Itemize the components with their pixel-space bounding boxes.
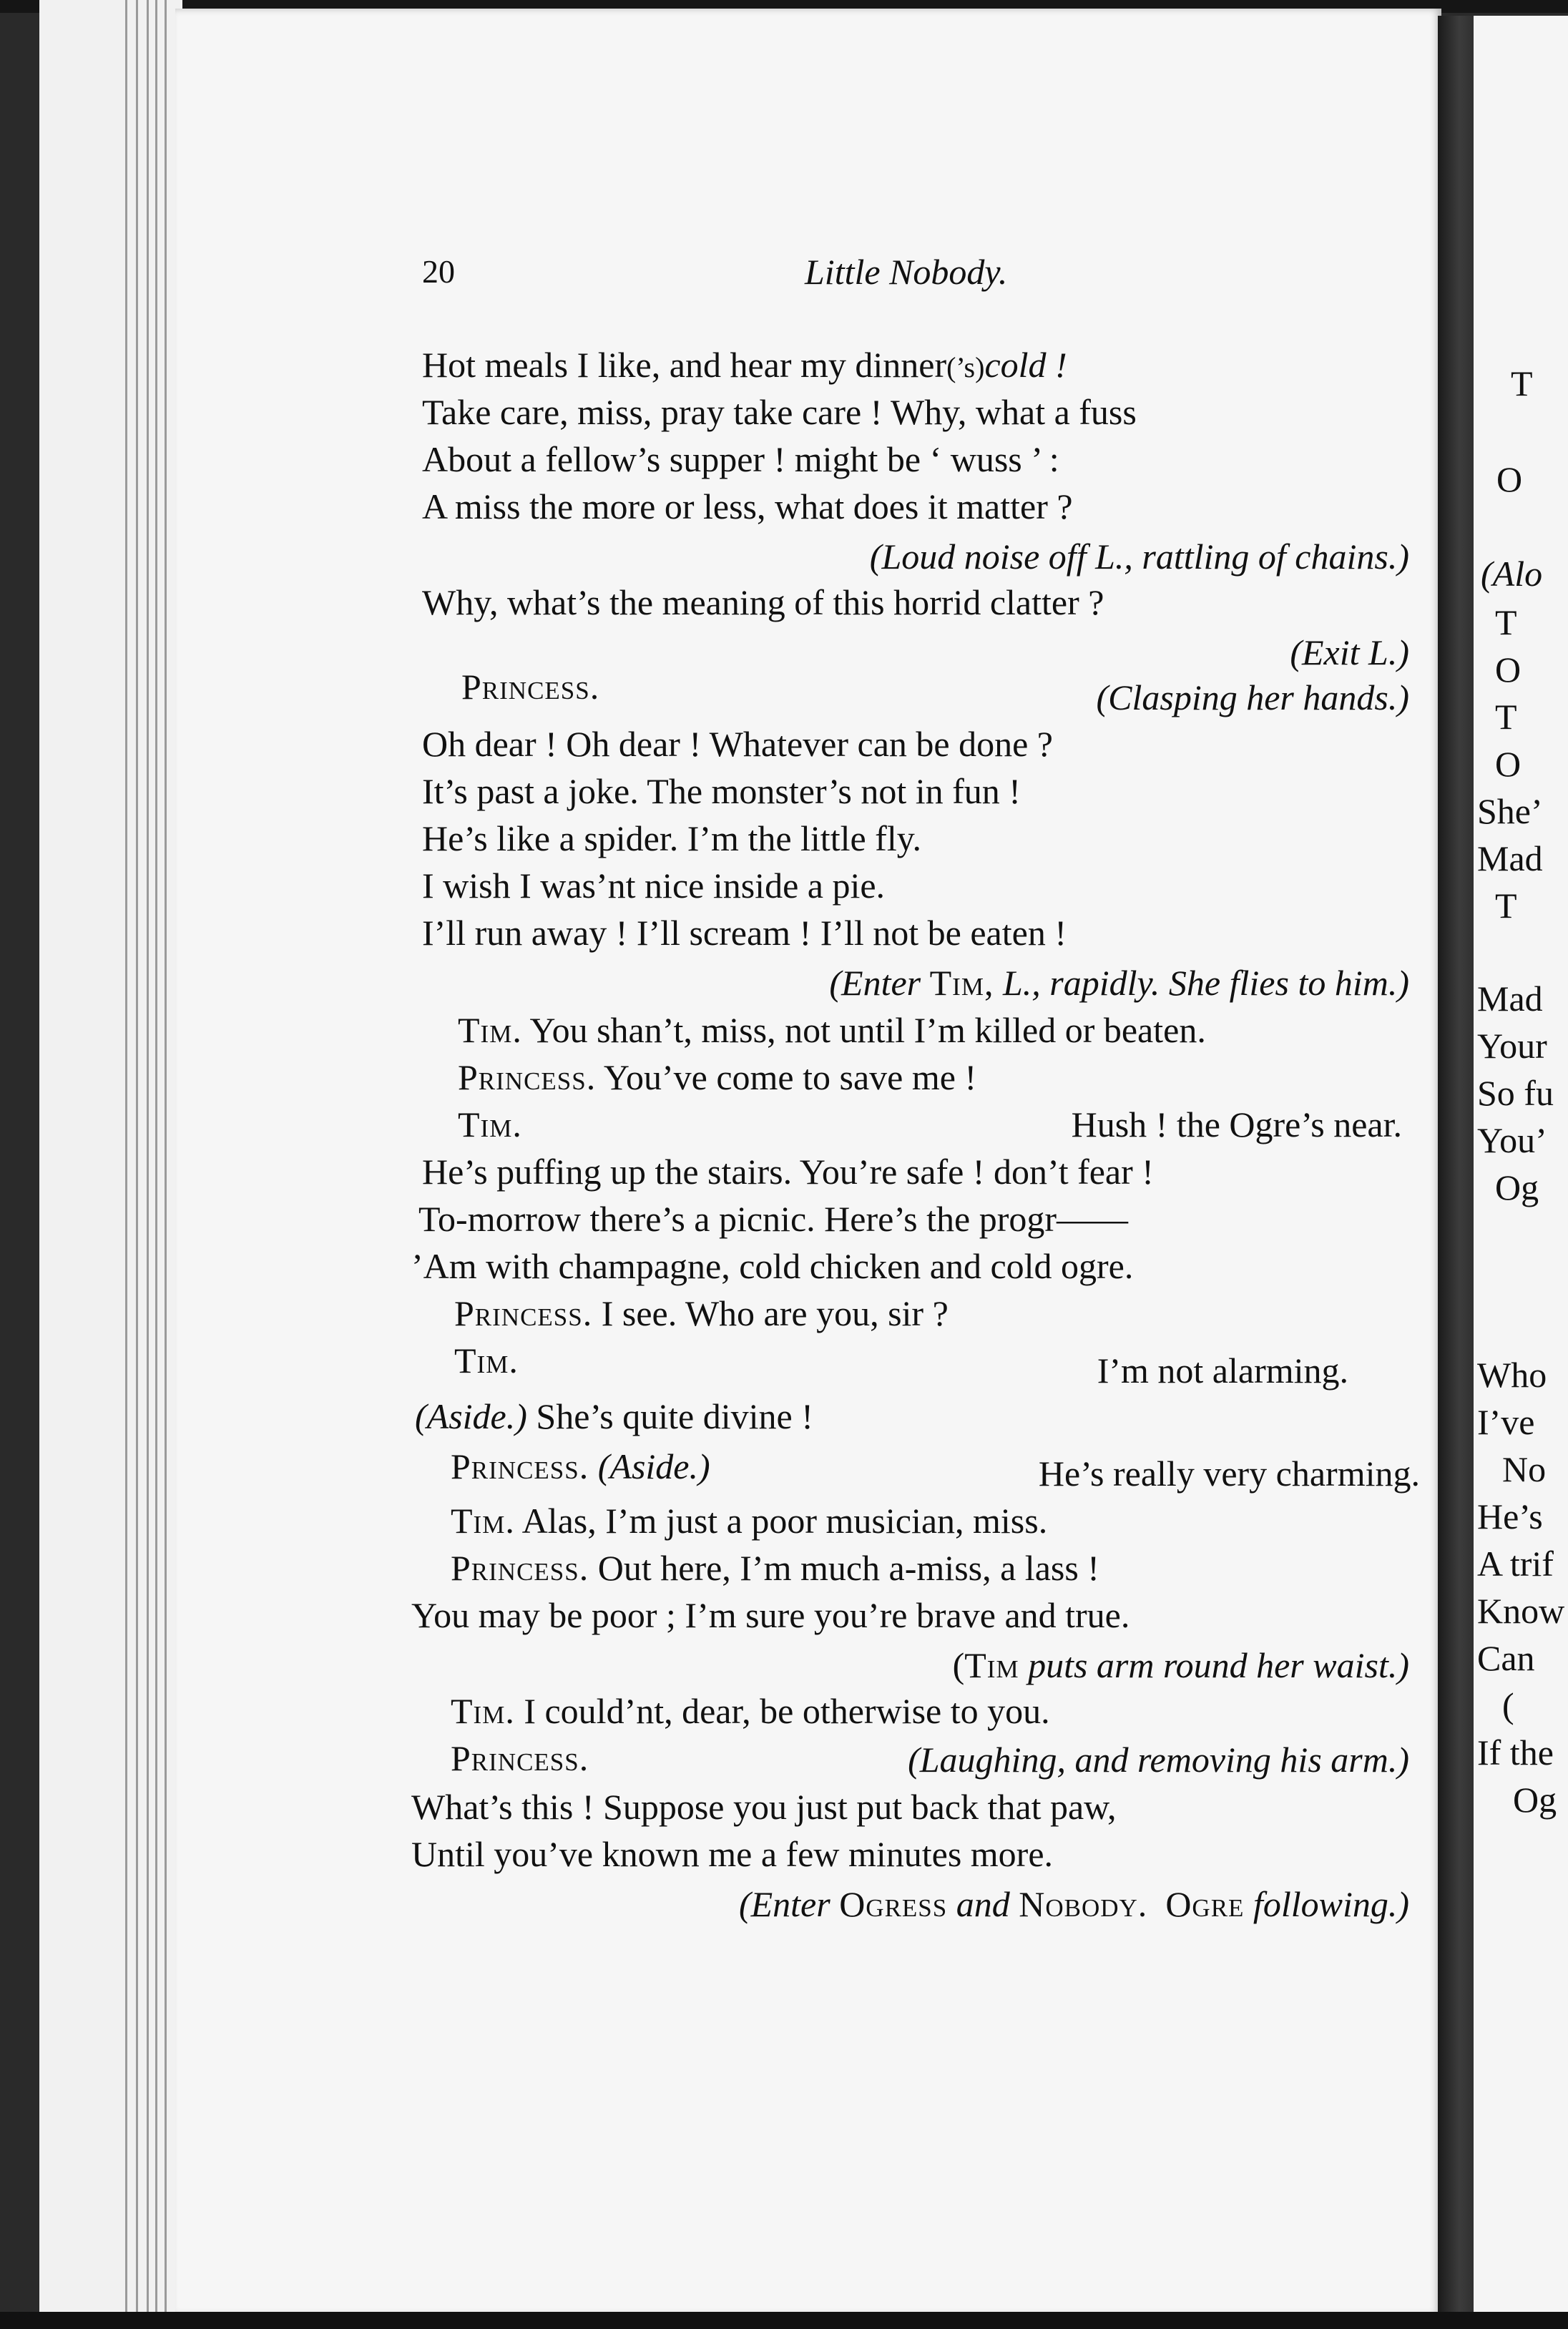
facing-line: Can [1477, 1638, 1535, 1678]
page-number: 20 [422, 253, 455, 290]
direction-text: puts arm round her waist.) [1028, 1645, 1409, 1685]
speaker-name: Tim. [458, 1104, 522, 1144]
page-edge-line [125, 0, 127, 2329]
facing-line: (Alo [1481, 554, 1543, 594]
running-head: Little Nobody. [805, 252, 1008, 292]
facing-line: Mad [1477, 838, 1543, 878]
verse-text: Alas, I’m just a poor musician, miss. [521, 1501, 1048, 1541]
verse-line: I wish I was’nt nice inside a pie. [422, 866, 886, 906]
facing-line: If the [1477, 1732, 1554, 1773]
speaker-name: Princess. [451, 1446, 589, 1486]
speaker-name: Tim. [454, 1340, 519, 1381]
stage-direction: (Aside.) [597, 1446, 710, 1486]
verse-line: About a fellow’s supper ! might be ‘ wuss ’ : [422, 439, 1059, 479]
verse-line [422, 345, 1067, 388]
verse-line: A miss the more or less, what does it matter ? [422, 486, 1073, 526]
verse-line: He’s puffing up the stairs. You’re safe ! don’t fear ! [422, 1152, 1154, 1192]
facing-line: O [1496, 459, 1523, 499]
speaker-name: Tim. [458, 1010, 522, 1050]
page-edge-line [136, 0, 138, 2329]
verse-text: Out here, I’m much a-miss, a lass ! [597, 1548, 1099, 1588]
verse-text-italic: cold ! [984, 345, 1067, 385]
facing-line: T [1511, 363, 1533, 403]
character-name: Tim [964, 1645, 1019, 1685]
dialogue-line [458, 1057, 976, 1097]
dialogue-line [458, 1010, 1206, 1050]
stage-direction [953, 1645, 1409, 1685]
verse-line: I’ll run away ! I’ll scream ! I’ll not be eaten ! [422, 913, 1067, 953]
book-page-20 [175, 9, 1441, 2315]
facing-line: Og [1513, 1780, 1557, 1820]
dialogue-line [451, 1446, 710, 1486]
facing-line: Know [1477, 1591, 1565, 1631]
stage-direction [739, 1884, 1409, 1924]
speaker-tim [454, 1340, 519, 1381]
direction-text: (Enter [738, 1884, 830, 1924]
speaker-name: Princess. [458, 1057, 597, 1097]
page-edge-line [165, 0, 167, 2329]
character-name: Ogress [839, 1884, 948, 1924]
speaker-name: Princess. [454, 1293, 593, 1333]
stage-direction: (Exit L.) [1290, 632, 1409, 672]
speaker-princess [451, 1738, 589, 1778]
dialogue-line [454, 1293, 949, 1333]
facing-line: No [1502, 1449, 1547, 1489]
speaker-princess [461, 667, 599, 707]
speaker-name: Princess. [451, 1548, 589, 1588]
dialogue-line [451, 1548, 1099, 1588]
verse-text: I could’nt, dear, be otherwise to you. [524, 1691, 1050, 1731]
facing-line: Mad [1477, 979, 1543, 1019]
facing-line: So fu [1477, 1073, 1554, 1113]
direction-text: ( [952, 1645, 965, 1685]
verse-line: Until you’ve known me a few minutes more. [411, 1834, 1054, 1874]
facing-line: Who [1477, 1355, 1547, 1395]
page-edge-line [147, 0, 149, 2329]
character-name: Nobody. [1019, 1884, 1148, 1924]
verse-line: He’s like a spider. I’m the little fly. [422, 818, 921, 858]
stage-direction: (Aside.) [415, 1396, 527, 1436]
direction-text: L., rapidly. She flies to him.) [1002, 963, 1409, 1003]
page-edge-line [155, 0, 157, 2329]
direction-text: following.) [1253, 1884, 1409, 1924]
stage-direction: (Clasping her hands.) [1096, 677, 1409, 717]
verse-line: He’s really very charming. [1038, 1453, 1420, 1494]
character-name: Tim, [929, 963, 994, 1003]
verse-line: Why, what’s the meaning of this horrid clatter ? [422, 582, 1104, 622]
verse-line: What’s this ! Suppose you just put back that paw, [411, 1787, 1117, 1827]
character-name: Ogre [1165, 1884, 1245, 1924]
facing-line: T [1495, 697, 1517, 737]
facing-line: ( [1502, 1685, 1514, 1725]
stage-direction [829, 963, 1409, 1003]
dialogue-line [415, 1396, 813, 1436]
verse-line: To-morrow there’s a picnic. Here’s the progr—— [418, 1199, 1129, 1239]
verse-line: Hush ! the Ogre’s near. [1071, 1104, 1402, 1144]
verse-text: (’s) [946, 351, 985, 383]
verse-line: It’s past a joke. The monster’s not in fun ! [422, 771, 1021, 811]
stage-direction: (Loud noise off L., rattling of chains.) [869, 536, 1409, 577]
direction-text: (Enter [829, 963, 921, 1003]
speaker-name: Tim. [451, 1501, 515, 1541]
verse-line: You may be poor ; I’m sure you’re brave and true. [411, 1595, 1130, 1635]
stage-direction: (Laughing, and removing his arm.) [908, 1740, 1409, 1780]
verse-text: Hot meals I like, and hear my dinner [422, 345, 947, 385]
facing-line: He’s [1477, 1496, 1543, 1536]
dialogue-line [451, 1691, 1050, 1731]
speaker-name: Princess. [461, 667, 600, 707]
verse-text: You shan’t, miss, not until I’m killed or beaten. [529, 1010, 1206, 1050]
verse-line: ’Am with champagne, cold chicken and cold ogre. [411, 1246, 1134, 1286]
verse-line: I’m not alarming. [1097, 1350, 1348, 1391]
facing-line: T [1495, 602, 1517, 642]
verse-text: I see. Who are you, sir ? [601, 1293, 949, 1333]
facing-line: She’ [1477, 791, 1543, 831]
facing-line: T [1495, 886, 1517, 926]
facing-page-fragment [1474, 16, 1568, 2329]
direction-text: and [956, 1884, 1010, 1924]
speaker-tim [458, 1104, 522, 1144]
facing-line: O [1495, 744, 1522, 784]
facing-line: I’ve [1477, 1402, 1535, 1442]
page-edges-stack [39, 0, 182, 2329]
scan-bottom-border [0, 2312, 1568, 2329]
verse-text: She’s quite divine ! [536, 1396, 813, 1436]
dialogue-line [451, 1501, 1047, 1541]
speaker-name: Tim. [451, 1691, 515, 1731]
verse-line: Oh dear ! Oh dear ! Whatever can be done ? [422, 724, 1053, 764]
facing-line: Your [1477, 1026, 1547, 1066]
verse-line: Take care, miss, pray take care ! Why, what a fuss [422, 392, 1137, 432]
verse-text: You’ve come to save me ! [603, 1057, 977, 1097]
facing-line: Og [1495, 1167, 1539, 1207]
facing-line: A trif [1477, 1544, 1554, 1584]
facing-line: O [1495, 649, 1522, 690]
facing-line: You’ [1477, 1120, 1547, 1160]
speaker-name: Princess. [451, 1738, 589, 1778]
